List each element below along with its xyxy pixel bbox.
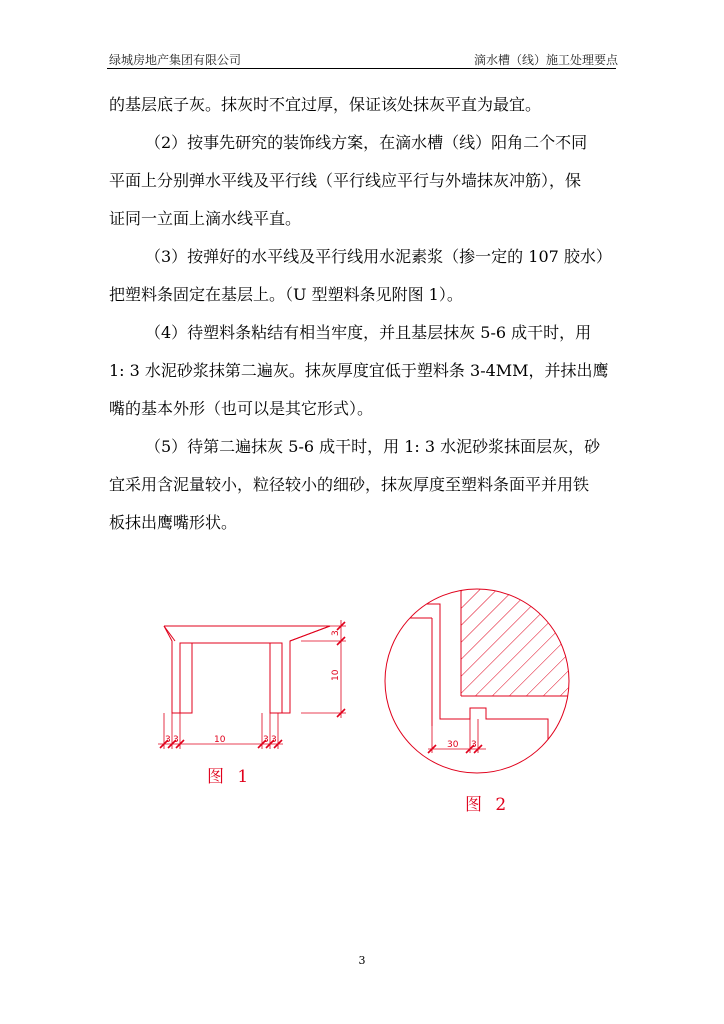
- fig1-dim-side-top: 3: [331, 630, 341, 636]
- fig2-dim-a: 30: [447, 740, 459, 750]
- figure1-caption: 图 1: [207, 767, 253, 787]
- fig1-dim-side-height: 10: [331, 669, 341, 681]
- u-profile-outer: [164, 626, 330, 713]
- text-line: 平面上分别弹水平线及平行线（平行线应平行与外墙抹灰冲筋），保: [109, 171, 582, 190]
- page-number: 3: [358, 954, 366, 967]
- header-doc-title: 滴水槽（线）施工处理要点: [473, 53, 618, 67]
- text-line: 宜采用含泥量较小，粒径较小的细砂，抹灰厚度至塑料条面平并用铁: [109, 475, 590, 494]
- text-line: （5）待第二遍抹灰 5-6 成干时，用 1: 3 水泥砂浆抹面层灰，砂: [145, 437, 601, 456]
- text-line: （3）按弹好的水平线及平行线用水泥素浆（掺一定的 107 胶水）: [145, 247, 612, 266]
- figure2-drawing: [384, 580, 591, 773]
- fig1-dim-bottom-1: 3: [165, 735, 171, 745]
- text-line: （4）待塑料条粘结有相当牢度，并且基层抹灰 5-6 成干时，用: [145, 323, 592, 342]
- text-line: 嘴的基本外形（也可以是其它形式）。: [109, 399, 374, 418]
- u-leg-right-inner: [270, 643, 282, 713]
- figure2-caption: 图 2: [465, 795, 511, 815]
- text-line: 证同一立面上滴水线平直。: [109, 209, 302, 228]
- text-line: （2）按事先研究的装饰线方案，在滴水槽（线）阳角二个不同: [145, 133, 588, 152]
- fig1-dim-bottom-4: 3: [263, 735, 269, 745]
- fig2-dim-b: 3: [471, 740, 477, 750]
- figure1-drawing: [158, 620, 346, 749]
- fig1-dim-bottom-5: 3: [271, 735, 277, 745]
- u-leg-left-inner: [180, 643, 192, 713]
- header-company: 绿城房地产集团有限公司: [109, 53, 242, 67]
- text-line: 1: 3 水泥砂浆抹第二遍灰。抹灰厚度宜低于塑料条 3-4MM，并抹出鹰: [109, 361, 609, 380]
- text-line: 把塑料条固定在基层上。（U 型塑料条见附图 1）。: [109, 285, 463, 304]
- fig1-dim-bottom-3: 10: [214, 735, 226, 745]
- text-line: 的基层底子灰。抹灰时不宜过厚，保证该处抹灰平直为最宜。: [109, 95, 542, 114]
- text-line: 板抹出鹰嘴形状。: [109, 513, 238, 532]
- fig1-dim-bottom-2: 3: [173, 735, 179, 745]
